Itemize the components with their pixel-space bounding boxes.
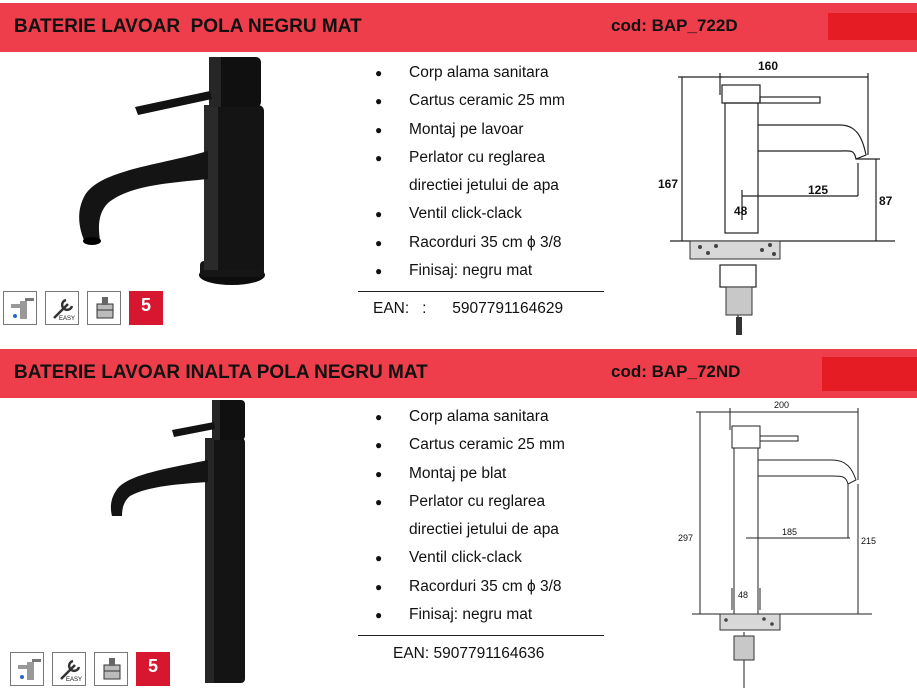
- feature-item-continued: directiei jetului de apa: [409, 177, 559, 195]
- bullet-icon: ●: [375, 410, 383, 424]
- feature-item: ● Racorduri 35 cm ϕ 3/8: [372, 573, 565, 601]
- bullet-icon: ●: [375, 66, 383, 80]
- feature-item: ● Montaj pe blat: [372, 460, 565, 488]
- product-2-code-box: [822, 357, 917, 391]
- easy-install-icon: EASY: [45, 291, 79, 325]
- dim-reach: 185: [782, 527, 798, 537]
- feature-item: ● Corp alama sanitara: [372, 59, 565, 87]
- feature-item: ● Corp alama sanitara: [372, 403, 565, 431]
- dim-base: 48: [738, 590, 749, 600]
- bullet-icon: ●: [375, 235, 383, 250]
- bullet-icon: ●: [375, 438, 383, 453]
- product-2-banner: [0, 349, 917, 398]
- feature-item: ● Ventil click-clack: [372, 200, 565, 228]
- warranty-icon: 5: [129, 291, 163, 325]
- feature-item: ● Racorduri 35 cm ϕ 3/8: [372, 229, 565, 257]
- product-2-title: BATERIE LAVOAR INALTA POLA NEGRU MAT: [14, 362, 428, 383]
- bullet-icon: ●: [375, 264, 383, 279]
- dim-height: 167: [658, 177, 679, 191]
- dim-width: 160: [758, 59, 779, 73]
- product-1-banner: [0, 3, 917, 52]
- feature-item: ● Montaj pe lavoar: [372, 116, 565, 144]
- bullet-icon: ●: [375, 150, 383, 165]
- bullet-icon: ●: [375, 207, 383, 222]
- product-1-icons: [3, 291, 163, 325]
- bullet-icon: ●: [375, 466, 383, 481]
- bullet-icon: ●: [375, 579, 383, 594]
- faucet-icon: [10, 652, 44, 686]
- feature-item: ● Finisaj: negru mat: [372, 601, 565, 629]
- product-2-code: cod: BAP_72ND: [611, 362, 741, 381]
- feature-item: ● Cartus ceramic 25 mm: [372, 431, 565, 459]
- product-2-features: [372, 403, 565, 629]
- dim-base: 48: [734, 204, 748, 218]
- dim-height: 297: [678, 533, 694, 543]
- faucet-icon: [3, 291, 37, 325]
- dim-spout-height: 215: [861, 536, 877, 546]
- bullet-icon: ●: [375, 94, 383, 109]
- feature-item: ● Finisaj: negru mat: [372, 257, 565, 285]
- product-2-ean: EAN: 5907791164636: [393, 645, 545, 662]
- easy-install-icon: EASY: [52, 652, 86, 686]
- product-1-faucet-image: [60, 55, 280, 295]
- bullet-icon: ●: [375, 122, 383, 137]
- product-1-ean: EAN: : 5907791164629: [373, 300, 564, 317]
- cartridge-icon: [94, 652, 128, 686]
- feature-item: ● Cartus ceramic 25 mm: [372, 87, 565, 115]
- product-1-code-box: [828, 13, 917, 40]
- dim-spout-height: 87: [879, 194, 893, 208]
- product-2-technical-drawing: [672, 398, 902, 690]
- cartridge-icon: [87, 291, 121, 325]
- product-1-technical-drawing: [650, 55, 900, 340]
- product-2-separator: [358, 635, 604, 636]
- feature-item-continued: directiei jetului de apa: [409, 521, 559, 539]
- feature-item: ● Perlator cu reglarea: [372, 488, 565, 516]
- bullet-icon: ●: [375, 494, 383, 509]
- product-1-title: BATERIE LAVOAR POLA NEGRU MAT: [14, 16, 362, 37]
- product-1-features: [372, 59, 565, 285]
- feature-item: ● Perlator cu reglarea: [372, 144, 565, 172]
- bullet-icon: ●: [375, 608, 383, 623]
- feature-item: ● Ventil click-clack: [372, 544, 565, 572]
- product-1-code: cod: BAP_722D: [611, 16, 738, 35]
- warranty-icon: 5: [136, 652, 170, 686]
- bullet-icon: ●: [375, 551, 383, 566]
- product-2-icons: [10, 652, 170, 686]
- dim-width: 200: [774, 400, 790, 410]
- product-1-separator: [358, 291, 604, 292]
- product-2-faucet-image: [100, 398, 270, 688]
- dim-reach: 125: [808, 183, 829, 197]
